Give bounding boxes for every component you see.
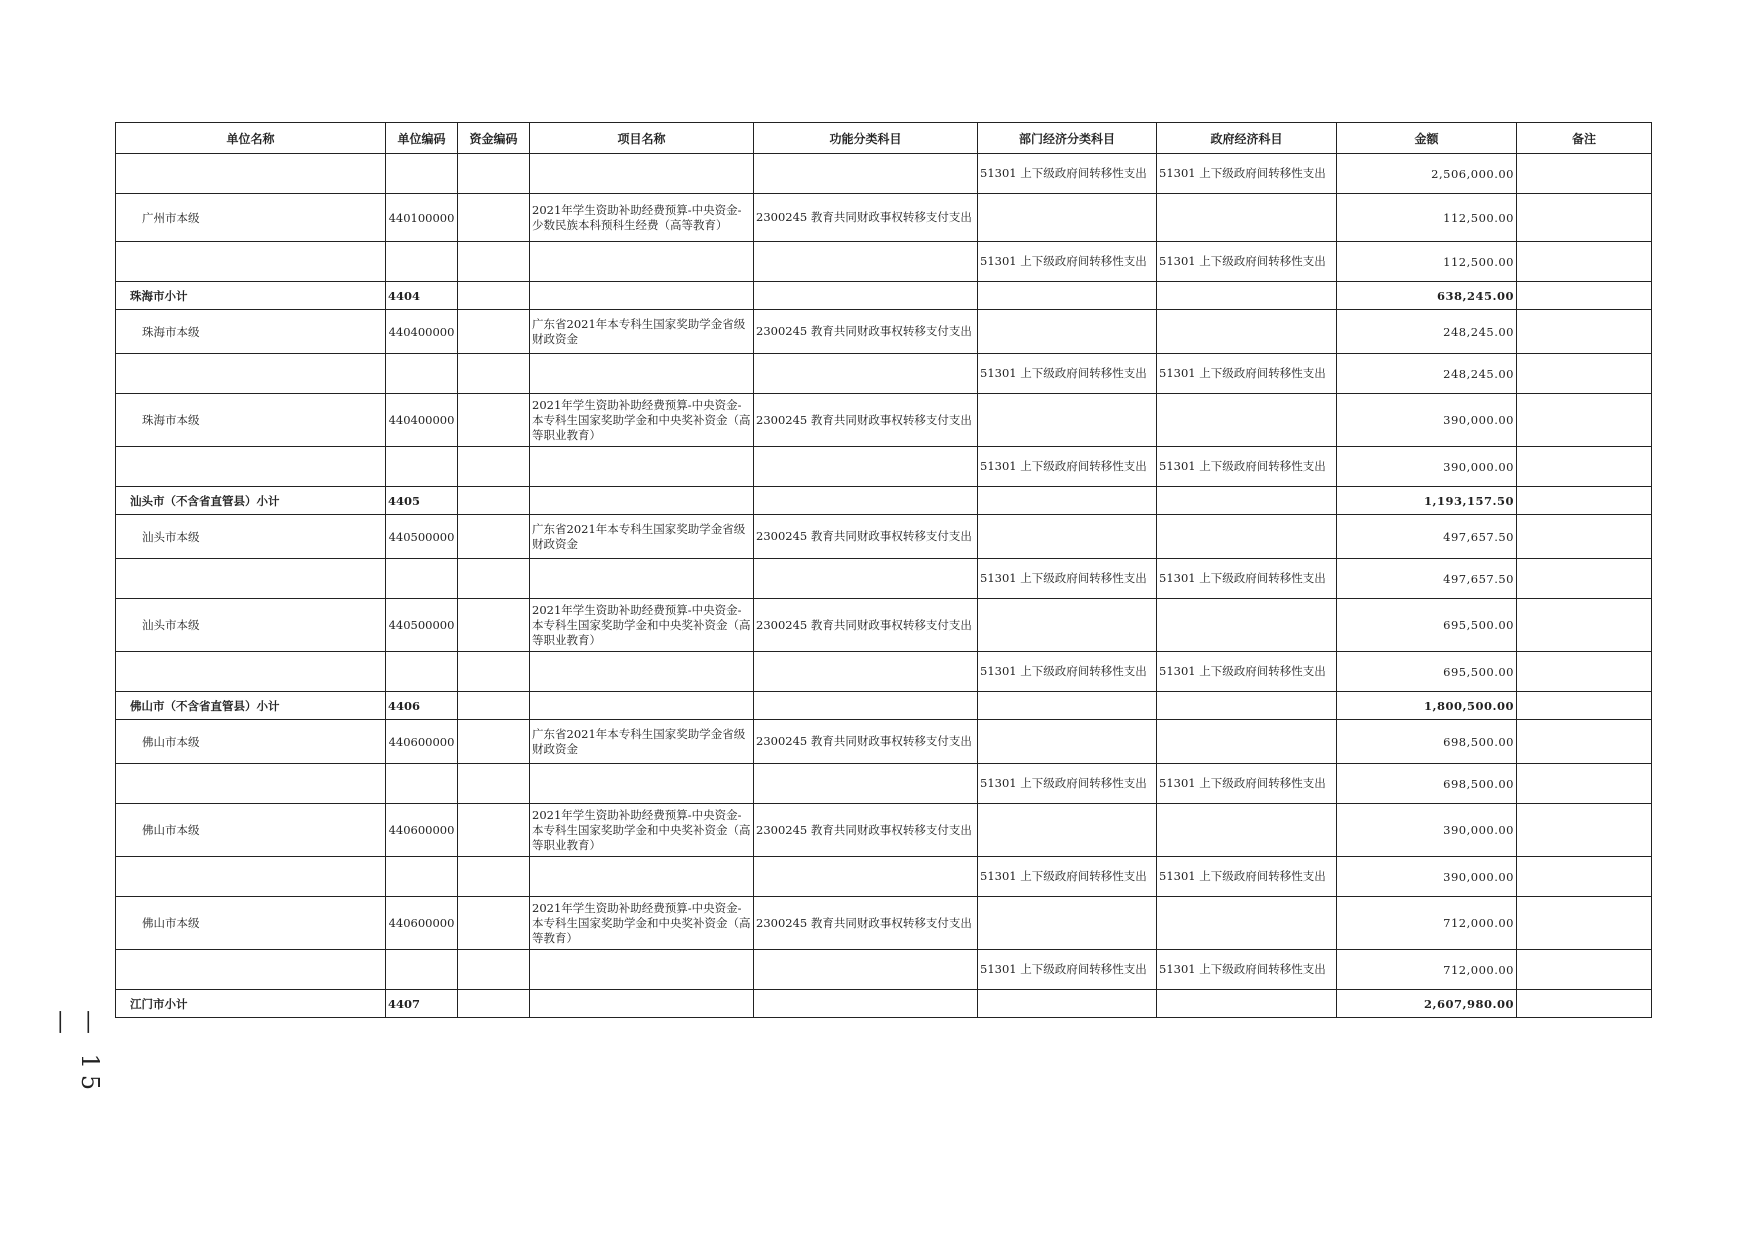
cell-gov-economic: 51301 上下级政府间转移性支出 [1157,354,1337,394]
cell-project-name: 广东省2021年本专科生国家奖助学金省级财政资金 [530,720,754,764]
cell-amount: 248,245.00 [1337,310,1517,354]
cell-fund-code [458,804,530,857]
table-row [116,804,1652,857]
cell-unit-name [116,242,386,282]
cell-amount: 497,657.50 [1337,515,1517,559]
cell-fund-code [458,599,530,652]
cell-project-name [530,950,754,990]
table-row [116,720,1652,764]
cell-amount: 112,500.00 [1337,194,1517,242]
cell-unit-code: 4407 [386,990,458,1018]
cell-dept-economic: 51301 上下级政府间转移性支出 [978,764,1157,804]
cell-amount: 497,657.50 [1337,559,1517,599]
cell-unit-name [116,950,386,990]
cell-unit-name: 汕头市本级 [116,515,386,559]
header-function-category: 功能分类科目 [754,123,978,154]
cell-amount: 712,000.00 [1337,897,1517,950]
cell-gov-economic: 51301 上下级政府间转移性支出 [1157,154,1337,194]
cell-note [1517,487,1652,515]
cell-unit-code: 440600000 [386,897,458,950]
cell-unit-name [116,354,386,394]
cell-dept-economic [978,692,1157,720]
cell-unit-name [116,559,386,599]
cell-unit-code: 440600000 [386,804,458,857]
cell-gov-economic [1157,487,1337,515]
cell-project-name: 广东省2021年本专科生国家奖助学金省级财政资金 [530,515,754,559]
cell-note [1517,990,1652,1018]
cell-function-category [754,950,978,990]
table-row [116,599,1652,652]
cell-function-category: 2300245 教育共同财政事权转移支付支出 [754,515,978,559]
cell-gov-economic [1157,720,1337,764]
cell-gov-economic: 51301 上下级政府间转移性支出 [1157,857,1337,897]
cell-function-category [754,559,978,599]
table-row [116,394,1652,447]
cell-fund-code [458,515,530,559]
cell-fund-code [458,154,530,194]
cell-fund-code [458,950,530,990]
cell-project-name: 2021年学生资助补助经费预算-中央资金-少数民族本科预科生经费（高等教育） [530,194,754,242]
cell-amount: 2,607,980.00 [1337,990,1517,1018]
cell-unit-name: 佛山市本级 [116,720,386,764]
cell-gov-economic: 51301 上下级政府间转移性支出 [1157,764,1337,804]
cell-note [1517,447,1652,487]
header-gov-economic: 政府经济科目 [1157,123,1337,154]
header-unit-name: 单位名称 [116,123,386,154]
cell-note [1517,282,1652,310]
cell-amount: 2,506,000.00 [1337,154,1517,194]
cell-fund-code [458,720,530,764]
cell-project-name [530,354,754,394]
table-row [116,447,1652,487]
cell-function-category [754,692,978,720]
cell-unit-name: 佛山市本级 [116,897,386,950]
cell-dept-economic: 51301 上下级政府间转移性支出 [978,154,1157,194]
cell-amount: 698,500.00 [1337,720,1517,764]
cell-unit-code: 4405 [386,487,458,515]
cell-amount: 248,245.00 [1337,354,1517,394]
cell-gov-economic [1157,515,1337,559]
cell-amount: 695,500.00 [1337,599,1517,652]
subtotal-row [116,692,1652,720]
subtotal-row [116,282,1652,310]
header-amount: 金额 [1337,123,1517,154]
cell-project-name [530,487,754,515]
table-row [116,194,1652,242]
cell-unit-code [386,447,458,487]
cell-amount: 712,000.00 [1337,950,1517,990]
cell-note [1517,394,1652,447]
table-row [116,515,1652,559]
cell-unit-code: 4406 [386,692,458,720]
cell-gov-economic [1157,282,1337,310]
table-row [116,857,1652,897]
cell-amount: 390,000.00 [1337,447,1517,487]
cell-amount: 695,500.00 [1337,652,1517,692]
cell-unit-code: 440500000 [386,515,458,559]
cell-project-name [530,447,754,487]
cell-dept-economic: 51301 上下级政府间转移性支出 [978,559,1157,599]
cell-note [1517,515,1652,559]
cell-dept-economic: 51301 上下级政府间转移性支出 [978,652,1157,692]
cell-gov-economic: 51301 上下级政府间转移性支出 [1157,950,1337,990]
subtotal-row [116,990,1652,1018]
cell-function-category: 2300245 教育共同财政事权转移支付支出 [754,394,978,447]
cell-project-name [530,857,754,897]
cell-note [1517,559,1652,599]
cell-project-name [530,692,754,720]
cell-unit-name: 珠海市本级 [116,310,386,354]
cell-note [1517,764,1652,804]
table-row [116,950,1652,990]
cell-function-category [754,154,978,194]
cell-fund-code [458,394,530,447]
header-note: 备注 [1517,123,1652,154]
cell-function-category [754,282,978,310]
cell-unit-code [386,950,458,990]
table-header-row [116,123,1652,154]
cell-dept-economic: 51301 上下级政府间转移性支出 [978,242,1157,282]
table-row [116,652,1652,692]
cell-fund-code [458,897,530,950]
cell-unit-code [386,652,458,692]
header-unit-code: 单位编码 [386,123,458,154]
cell-amount: 112,500.00 [1337,242,1517,282]
cell-unit-code: 440400000 [386,310,458,354]
cell-unit-code: 440600000 [386,720,458,764]
cell-dept-economic [978,282,1157,310]
cell-unit-name [116,857,386,897]
table-row [116,154,1652,194]
cell-unit-name: 珠海市小计 [116,282,386,310]
cell-dept-economic: 51301 上下级政府间转移性支出 [978,857,1157,897]
cell-unit-name: 江门市小计 [116,990,386,1018]
table-row [116,242,1652,282]
cell-unit-name: 汕头市本级 [116,599,386,652]
cell-project-name [530,559,754,599]
cell-note [1517,897,1652,950]
cell-dept-economic [978,394,1157,447]
cell-project-name: 2021年学生资助补助经费预算-中央资金-本专科生国家奖助学金和中央奖补资金（高等教育） [530,897,754,950]
cell-note [1517,857,1652,897]
cell-gov-economic: 51301 上下级政府间转移性支出 [1157,559,1337,599]
cell-function-category [754,487,978,515]
cell-gov-economic [1157,990,1337,1018]
cell-unit-name [116,652,386,692]
cell-note [1517,692,1652,720]
cell-gov-economic [1157,897,1337,950]
cell-unit-code [386,857,458,897]
cell-dept-economic [978,897,1157,950]
table-row [116,354,1652,394]
cell-project-name [530,282,754,310]
cell-amount: 1,800,500.00 [1337,692,1517,720]
page-number: — 15 — [48,1010,104,1097]
header-fund-code: 资金编码 [458,123,530,154]
cell-dept-economic [978,599,1157,652]
cell-amount: 390,000.00 [1337,394,1517,447]
cell-amount: 390,000.00 [1337,804,1517,857]
cell-project-name [530,154,754,194]
cell-unit-name [116,447,386,487]
cell-unit-name: 佛山市（不含省直管县）小计 [116,692,386,720]
cell-project-name: 2021年学生资助补助经费预算-中央资金-本专科生国家奖助学金和中央奖补资金（高等职业教育） [530,394,754,447]
cell-gov-economic [1157,692,1337,720]
cell-project-name: 2021年学生资助补助经费预算-中央资金-本专科生国家奖助学金和中央奖补资金（高等职业教育） [530,599,754,652]
cell-unit-name: 广州市本级 [116,194,386,242]
cell-fund-code [458,692,530,720]
table-body [116,154,1652,1018]
cell-unit-code [386,764,458,804]
cell-unit-name: 珠海市本级 [116,394,386,447]
budget-table [115,122,1652,1018]
cell-function-category [754,447,978,487]
cell-dept-economic [978,194,1157,242]
cell-gov-economic [1157,804,1337,857]
cell-dept-economic [978,310,1157,354]
cell-function-category [754,242,978,282]
cell-amount: 638,245.00 [1337,282,1517,310]
cell-note [1517,950,1652,990]
cell-project-name: 广东省2021年本专科生国家奖助学金省级财政资金 [530,310,754,354]
header-project-name: 项目名称 [530,123,754,154]
header-dept-economic: 部门经济分类科目 [978,123,1157,154]
cell-dept-economic [978,487,1157,515]
cell-dept-economic: 51301 上下级政府间转移性支出 [978,447,1157,487]
table-row [116,310,1652,354]
cell-note [1517,310,1652,354]
cell-function-category [754,990,978,1018]
cell-unit-code: 4404 [386,282,458,310]
cell-fund-code [458,652,530,692]
table-row [116,559,1652,599]
cell-function-category: 2300245 教育共同财政事权转移支付支出 [754,599,978,652]
cell-function-category [754,652,978,692]
cell-fund-code [458,764,530,804]
cell-note [1517,804,1652,857]
table-row [116,764,1652,804]
cell-project-name [530,764,754,804]
cell-dept-economic [978,720,1157,764]
cell-amount: 390,000.00 [1337,857,1517,897]
cell-note [1517,599,1652,652]
cell-note [1517,354,1652,394]
cell-unit-code: 440400000 [386,394,458,447]
cell-note [1517,720,1652,764]
cell-unit-code [386,559,458,599]
cell-project-name: 2021年学生资助补助经费预算-中央资金-本专科生国家奖助学金和中央奖补资金（高等职业教育） [530,804,754,857]
cell-gov-economic: 51301 上下级政府间转移性支出 [1157,652,1337,692]
cell-unit-code [386,354,458,394]
cell-function-category: 2300245 教育共同财政事权转移支付支出 [754,804,978,857]
cell-fund-code [458,194,530,242]
cell-dept-economic: 51301 上下级政府间转移性支出 [978,354,1157,394]
cell-gov-economic [1157,194,1337,242]
cell-function-category: 2300245 教育共同财政事权转移支付支出 [754,720,978,764]
subtotal-row [116,487,1652,515]
cell-function-category [754,354,978,394]
cell-amount: 698,500.00 [1337,764,1517,804]
cell-unit-code: 440100000 [386,194,458,242]
cell-fund-code [458,487,530,515]
table-row [116,897,1652,950]
cell-fund-code [458,282,530,310]
cell-unit-code: 440500000 [386,599,458,652]
cell-gov-economic [1157,599,1337,652]
cell-function-category: 2300245 教育共同财政事权转移支付支出 [754,310,978,354]
cell-gov-economic: 51301 上下级政府间转移性支出 [1157,447,1337,487]
cell-fund-code [458,857,530,897]
cell-unit-name: 汕头市（不含省直管县）小计 [116,487,386,515]
cell-gov-economic [1157,394,1337,447]
cell-unit-name [116,764,386,804]
cell-gov-economic: 51301 上下级政府间转移性支出 [1157,242,1337,282]
cell-function-category: 2300245 教育共同财政事权转移支付支出 [754,897,978,950]
cell-unit-code [386,242,458,282]
cell-function-category: 2300245 教育共同财政事权转移支付支出 [754,194,978,242]
cell-fund-code [458,559,530,599]
cell-dept-economic: 51301 上下级政府间转移性支出 [978,950,1157,990]
cell-unit-name [116,154,386,194]
cell-fund-code [458,242,530,282]
cell-fund-code [458,447,530,487]
cell-fund-code [458,990,530,1018]
cell-unit-name: 佛山市本级 [116,804,386,857]
cell-dept-economic [978,804,1157,857]
cell-fund-code [458,354,530,394]
cell-dept-economic [978,515,1157,559]
cell-fund-code [458,310,530,354]
cell-note [1517,154,1652,194]
cell-note [1517,194,1652,242]
cell-function-category [754,857,978,897]
cell-project-name [530,652,754,692]
cell-project-name [530,990,754,1018]
cell-gov-economic [1157,310,1337,354]
cell-dept-economic [978,990,1157,1018]
cell-function-category [754,764,978,804]
cell-project-name [530,242,754,282]
cell-unit-code [386,154,458,194]
cell-amount: 1,193,157.50 [1337,487,1517,515]
cell-note [1517,652,1652,692]
cell-note [1517,242,1652,282]
